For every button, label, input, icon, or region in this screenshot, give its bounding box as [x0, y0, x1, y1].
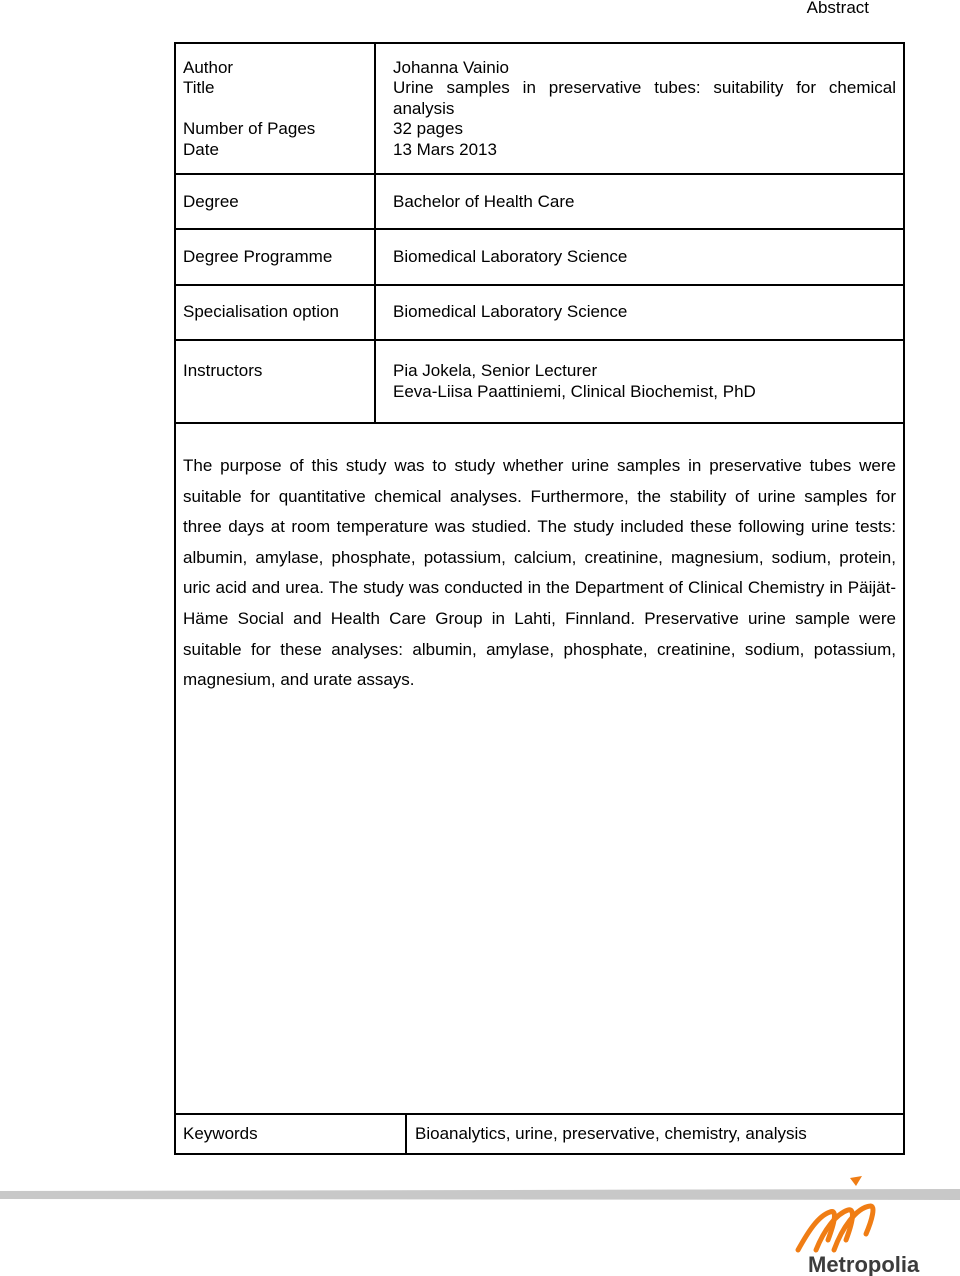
page-header-label: Abstract — [806, 0, 869, 17]
title-value: Urine samples in preservative tubes: suitability for chemical analysis — [393, 78, 896, 118]
abstract-text: The purpose of this study was to study whether urine samples in preservative tubes were suitable for quantitative chemical analyses. Furthermore, the stability of urine samples for three days at room temperature was studied. The study included these following urine tests: albumin, amylase, phosphate, potassium, calcium, creatinine, magnesium, sodium, protein, uric acid and urea. The study was conducted in the Department of Clinical Chemistry in Päijät-Häme Social and Health Care Group in Lahti, Finnland. Preservative urine sample were suitable for these analyses: albumin, amylase, phosphate, creatinine, sodium, potassium, magnesium, and urate assays. — [183, 456, 896, 690]
specialisation-label: Specialisation option — [183, 302, 339, 321]
instructor-item: Pia Jokela, Senior Lecturer — [393, 361, 598, 380]
row-divider — [174, 173, 905, 175]
row-divider — [174, 228, 905, 230]
instructors-label: Instructors — [183, 361, 263, 380]
info-table-divider — [374, 42, 376, 424]
date-value: 13 Mars 2013 — [393, 140, 497, 159]
degree-label: Degree — [183, 192, 239, 211]
programme-label: Degree Programme — [183, 247, 333, 266]
degree-value: Bachelor of Health Care — [393, 192, 575, 211]
row-divider — [174, 339, 905, 341]
author-label: Author — [183, 58, 234, 77]
keywords-label: Keywords — [183, 1124, 258, 1143]
specialisation-value: Biomedical Laboratory Science — [393, 302, 628, 321]
date-label: Date — [183, 140, 219, 159]
row-divider — [174, 284, 905, 286]
pages-value: 32 pages — [393, 119, 463, 138]
title-label: Title — [183, 78, 215, 97]
logo-spark-icon — [850, 1176, 862, 1186]
keywords-divider — [405, 1113, 407, 1155]
keywords-value: Bioanalytics, urine, preservative, chemistry, analysis — [415, 1124, 807, 1143]
instructor-item: Eeva-Liisa Paattiniemi, Clinical Biochemist, PhD — [393, 382, 756, 401]
pages-label: Number of Pages — [183, 119, 316, 138]
metropolia-logo — [790, 1172, 960, 1276]
author-value: Johanna Vainio — [393, 58, 509, 77]
logo-text: Metropolia — [808, 1252, 920, 1276]
logo-mark-icon — [798, 1206, 873, 1250]
programme-value: Biomedical Laboratory Science — [393, 247, 628, 266]
